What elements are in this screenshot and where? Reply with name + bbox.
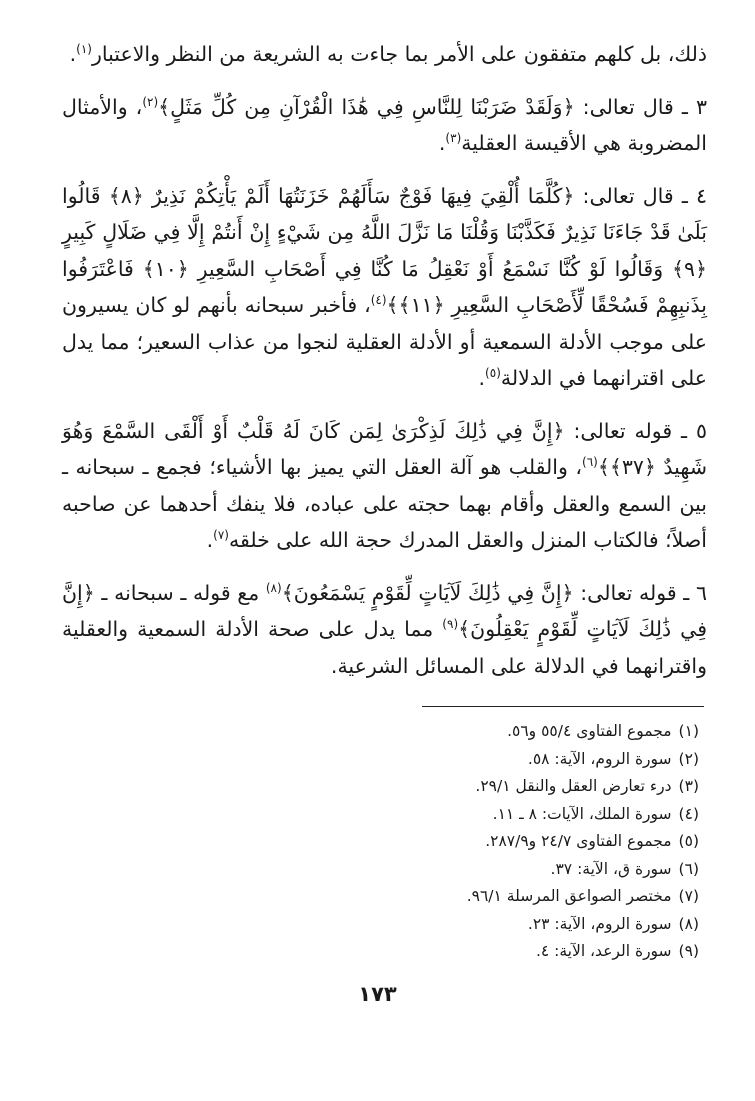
footnote-text: سورة الرعد، الآية: ٤. [535, 942, 672, 960]
footnote-number: (٢) [678, 749, 699, 768]
footnote-number: (٩) [678, 942, 699, 960]
footnote [299, 718, 699, 746]
quran-verse: ﴿إِنَّ فِي ذَٰلِكَ لَآيَاتٍ لِّقَوْمٍ يَعْقِلُونَ﴾ [62, 580, 707, 641]
footnote [299, 856, 699, 884]
footnote-ref: (٦) [582, 455, 598, 470]
page-number: ١٧٣ [358, 982, 397, 1006]
footnote-ref: (٣) [445, 131, 462, 146]
footnote-number: (٥) [678, 832, 699, 850]
main-text [62, 36, 707, 700]
footnote-divider [422, 706, 704, 707]
footnote-number: (٧) [678, 887, 699, 905]
footnote-text: درء تعارض العقل والنقل ٢٩/١. [475, 777, 672, 795]
footnote [299, 773, 699, 801]
footnote-ref: (٥) [485, 366, 501, 381]
paragraph-text: . [206, 528, 214, 552]
footnotes-list [299, 718, 699, 966]
quran-verse: ﴿كُلَّمَا أُلْقِيَ فِيهَا فَوْجٌ سَأَلَهُمْ خَزَنَتُهَا أَلَمْ يَأْتِكُمْ نَذِيرٌ ﴿٨﴾ قَالُوا بَلَىٰ قَدْ جَاءَنَا نَذِيرٌ فَكَذَّبْنَا وَقُلْنَا مَا نَزَّلَ اللَّهُ مِن شَيْءٍ إِنْ أَنتُمْ إِلَّا فِي ضَلَالٍ كَبِيرٍ ﴿٩﴾ وَقَالُوا لَوْ كُنَّا نَسْمَعُ أَوْ نَعْقِلُ مَا كُنَّا فِي أَصْحَابِ السَّعِيرِ ﴿١٠﴾ فَاعْتَرَفُوا بِذَنبِهِمْ فَسُحْقًا لِّأَصْحَابِ السَّعِيرِ ﴿١١﴾﴾ [62, 183, 707, 317]
paragraph-text: . [69, 42, 77, 66]
footnote [299, 828, 699, 856]
paragraph-text: ، فأخبر سبحانه بأنهم لو كان يسيرون على موجب الأدلة السمعية أو الأدلة العقلية لنجوا من عذاب السعير؛ مما يدل على اقترانهما في الدلالة [62, 293, 707, 390]
paragraph-text: . [478, 366, 486, 390]
paragraph-text: ، والقلب هو آلة العقل التي يميز بها الأشياء؛ فجمع ـ سبحانه ـ بين السمع والعقل وأقام بهما حجته على عباده، فلا ينفك أحدهما عن صاحبه أصلاً؛ فالكتاب المنزل والعقل المدرك حجة الله على خلقه [62, 455, 707, 552]
footnote-number: (٦) [678, 859, 699, 878]
footnote-text: سورة ق، الآية: ٣٧. [550, 859, 672, 878]
paragraph-text: ، والأمثال المضروبة هي الأقيسة العقلية [62, 94, 707, 155]
paragraph-text: ٥ ـ قوله تعالى: [564, 418, 707, 443]
footnote [299, 746, 699, 774]
quran-verse: ﴿إِنَّ فِي ذَٰلِكَ لَآيَاتٍ لِّقَوْمٍ يَسْمَعُونَ﴾ [281, 580, 574, 605]
paragraph [62, 89, 707, 162]
footnote [299, 801, 699, 829]
footnote-text: سورة الروم، الآية: ٥٨. [527, 749, 672, 768]
paragraph [62, 575, 707, 685]
footnote-number: (٤) [678, 804, 699, 823]
paragraph [62, 36, 707, 73]
paragraph-text: . [438, 131, 446, 155]
paragraph-text: مما يدل على صحة الأدلة السمعية والعقلية واقترانهما في الدلالة على المسائل الشرعية. [62, 617, 707, 678]
footnote-number: (١) [678, 722, 699, 740]
footnote-text: مختصر الصواعق المرسلة ٩٦/١. [466, 887, 672, 905]
quran-verse: ﴿وَلَقَدْ ضَرَبْنَا لِلنَّاسِ فِي هَٰذَا الْقُرْآنِ مِن كُلِّ مَثَلٍ﴾ [158, 94, 575, 119]
footnote [299, 911, 699, 939]
paragraph [62, 178, 707, 397]
footnote-text: سورة الروم، الآية: ٢٣. [527, 914, 672, 933]
footnote [299, 938, 699, 966]
footnote-ref: (٢) [142, 94, 159, 109]
paragraph [62, 413, 707, 559]
paragraph-text: ذلك، بل كلهم متفقون على الأمر بما جاءت به الشريعة من النظر والاعتبار [91, 42, 707, 66]
footnote-text: سورة الملك، الآيات: ٨ ـ ١١. [492, 804, 672, 823]
paragraph-text: ٤ ـ قال تعالى: [574, 183, 708, 208]
quran-verse: ﴿إِنَّ فِي ذَٰلِكَ لَذِكْرَىٰ لِمَن كَانَ لَهُ قَلْبٌ أَوْ أَلْقَى السَّمْعَ وَهُوَ شَهِيدٌ ﴿٣٧﴾﴾ [62, 418, 707, 479]
paragraph-text: مع قوله ـ سبحانه ـ [94, 580, 266, 605]
footnote [299, 883, 699, 911]
footnote-number: (٨) [678, 914, 699, 933]
footnote-ref: (٧) [213, 528, 229, 543]
footnote-ref: (٤) [370, 293, 387, 308]
paragraph-text: ٦ ـ قوله تعالى: [573, 580, 707, 605]
footnote-text: مجموع الفتاوى ٢٤/٧ و٢٨٧/٩. [485, 832, 672, 850]
footnote-ref: (٩) [442, 617, 459, 632]
footnote-text: مجموع الفتاوى ٥٥/٤ و٥٦. [507, 722, 672, 740]
footnote-ref: (١) [76, 42, 92, 57]
footnote-number: (٣) [678, 777, 699, 795]
footnote-ref: (٨) [265, 580, 282, 595]
paragraph-text: ٣ ـ قال تعالى: [574, 94, 707, 119]
